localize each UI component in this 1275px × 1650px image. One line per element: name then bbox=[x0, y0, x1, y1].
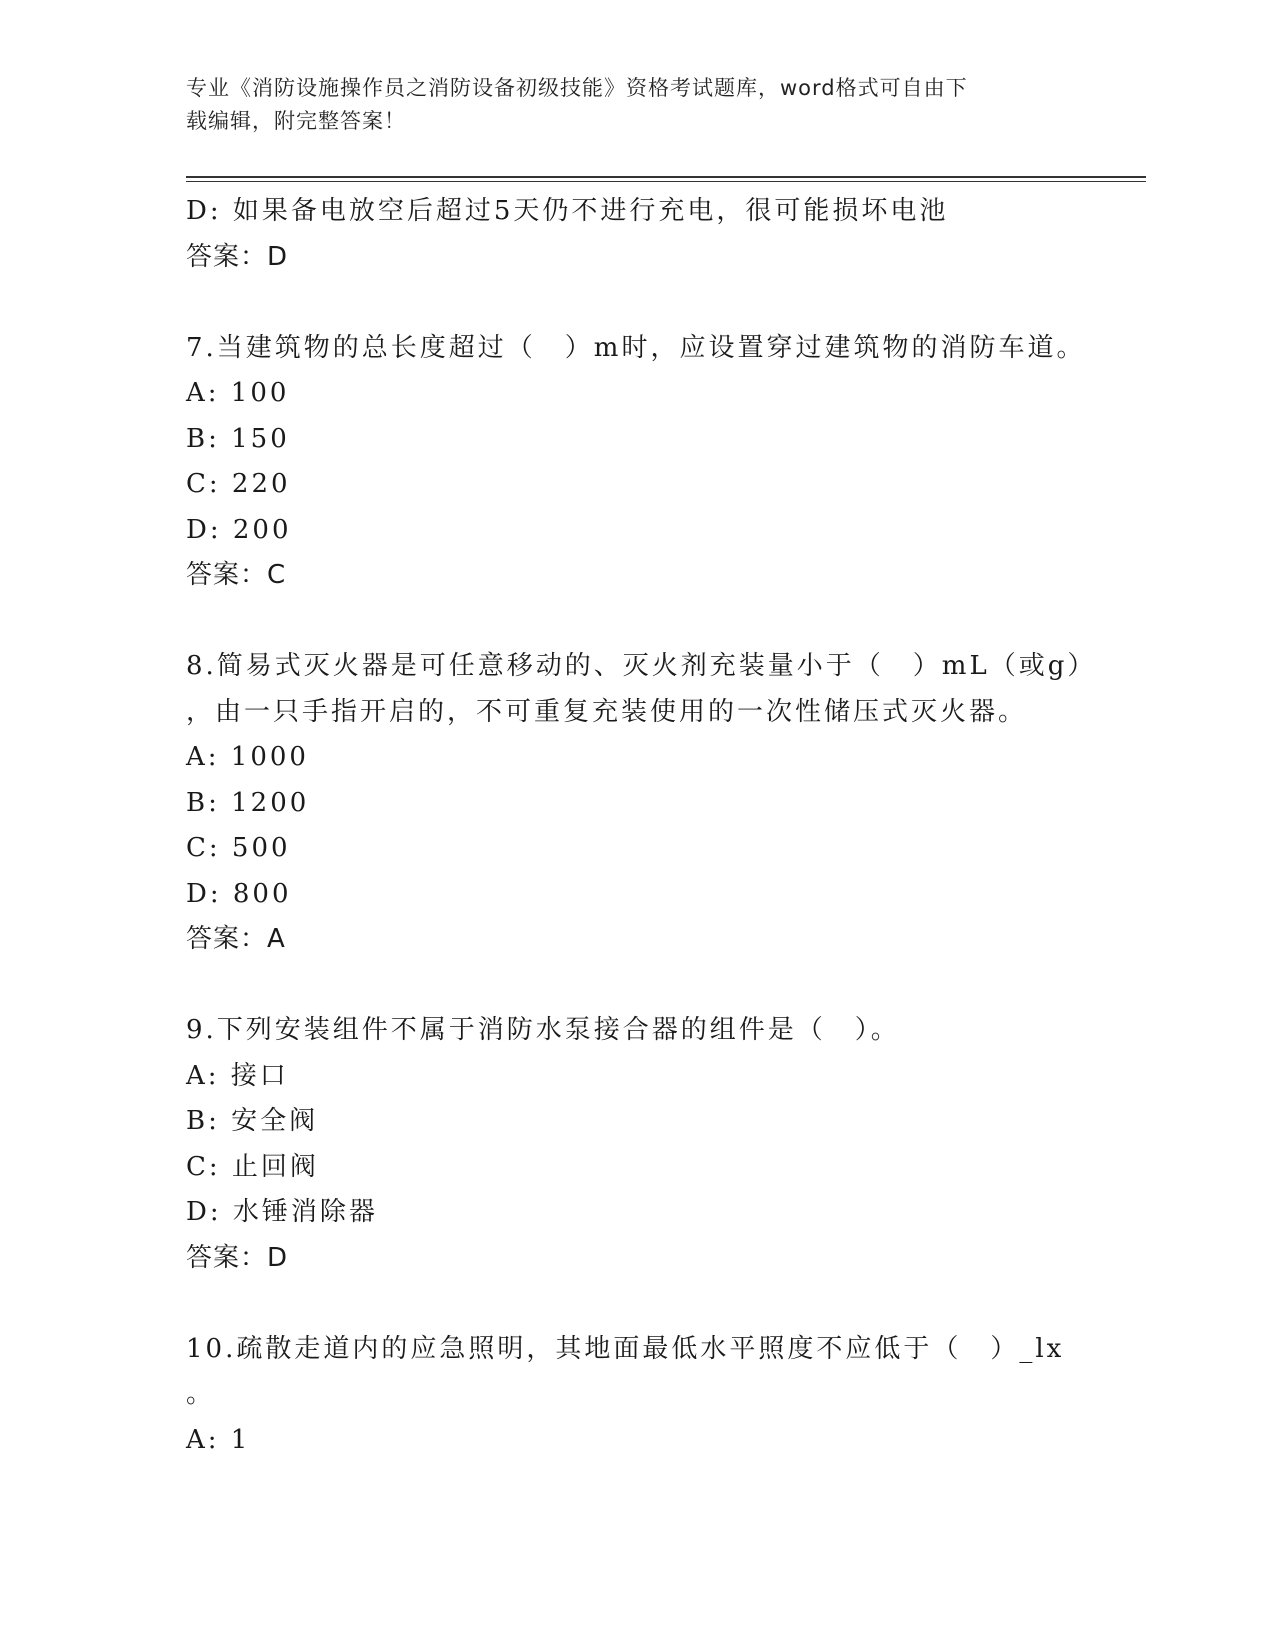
question-stem-continued: 。 bbox=[186, 1379, 216, 1409]
option-a: A: 接口 bbox=[186, 1060, 289, 1091]
option-a: A: 1000 bbox=[186, 742, 309, 772]
option-b: B: 1200 bbox=[186, 787, 310, 818]
previous-question-tail bbox=[186, 189, 1106, 280]
question-stem: 7.当建筑物的总长度超过（ ）m时，应设置穿过建筑物的消防车道。 bbox=[186, 332, 1086, 363]
option-b: B: 150 bbox=[186, 423, 290, 454]
option-c: C: 220 bbox=[186, 469, 291, 499]
option-b: B: 安全阀 bbox=[186, 1106, 319, 1136]
answer-line: 答案：D bbox=[186, 241, 289, 272]
option-c: C: 500 bbox=[186, 833, 291, 863]
spacer bbox=[186, 963, 1106, 1009]
option-a: A: 100 bbox=[186, 378, 290, 408]
answer-line: 答案：D bbox=[186, 1242, 289, 1273]
question-9 bbox=[186, 1008, 1106, 1281]
question-10 bbox=[186, 1327, 1106, 1464]
question-stem: 9.下列安装组件不属于消防水泵接合器的组件是（ ）。 bbox=[186, 1015, 900, 1045]
option-a: A: 1 bbox=[186, 1424, 251, 1455]
option-d: D: 如果备电放空后超过5天仍不进行充电，很可能损坏电池 bbox=[186, 196, 949, 226]
option-d: D: 水锤消除器 bbox=[186, 1197, 378, 1227]
spacer bbox=[186, 280, 1106, 326]
option-d: D: 200 bbox=[186, 514, 292, 545]
question-stem-continued: ，由一只手指开启的，不可重复充装使用的一次性储压式灭火器。 bbox=[186, 696, 1028, 727]
option-c: C: 止回阀 bbox=[186, 1151, 319, 1182]
answer-line: 答案：A bbox=[186, 924, 286, 954]
question-8 bbox=[186, 644, 1106, 963]
header-line-1: 专业《消防设施操作员之消防设备初级技能》资格考试题库，word格式可自由下 bbox=[186, 76, 968, 100]
question-list bbox=[186, 189, 1106, 1463]
header-line-2: 载编辑，附完整答案！ bbox=[186, 109, 406, 133]
spacer bbox=[186, 1281, 1106, 1327]
answer-line: 答案：C bbox=[186, 560, 287, 590]
spacer bbox=[186, 599, 1106, 645]
header-divider-thick bbox=[186, 176, 1146, 178]
question-7 bbox=[186, 326, 1106, 599]
option-d: D: 800 bbox=[186, 878, 292, 909]
page-header bbox=[186, 72, 1086, 138]
question-stem: 10.疏散走道内的应急照明，其地面最低水平照度不应低于（ ）_lx bbox=[186, 1333, 1065, 1364]
question-stem: 8.简易式灭火器是可任意移动的、灭火剂充装量小于（ ）mL（或g） bbox=[186, 651, 1097, 681]
header-divider-thin bbox=[186, 181, 1146, 182]
